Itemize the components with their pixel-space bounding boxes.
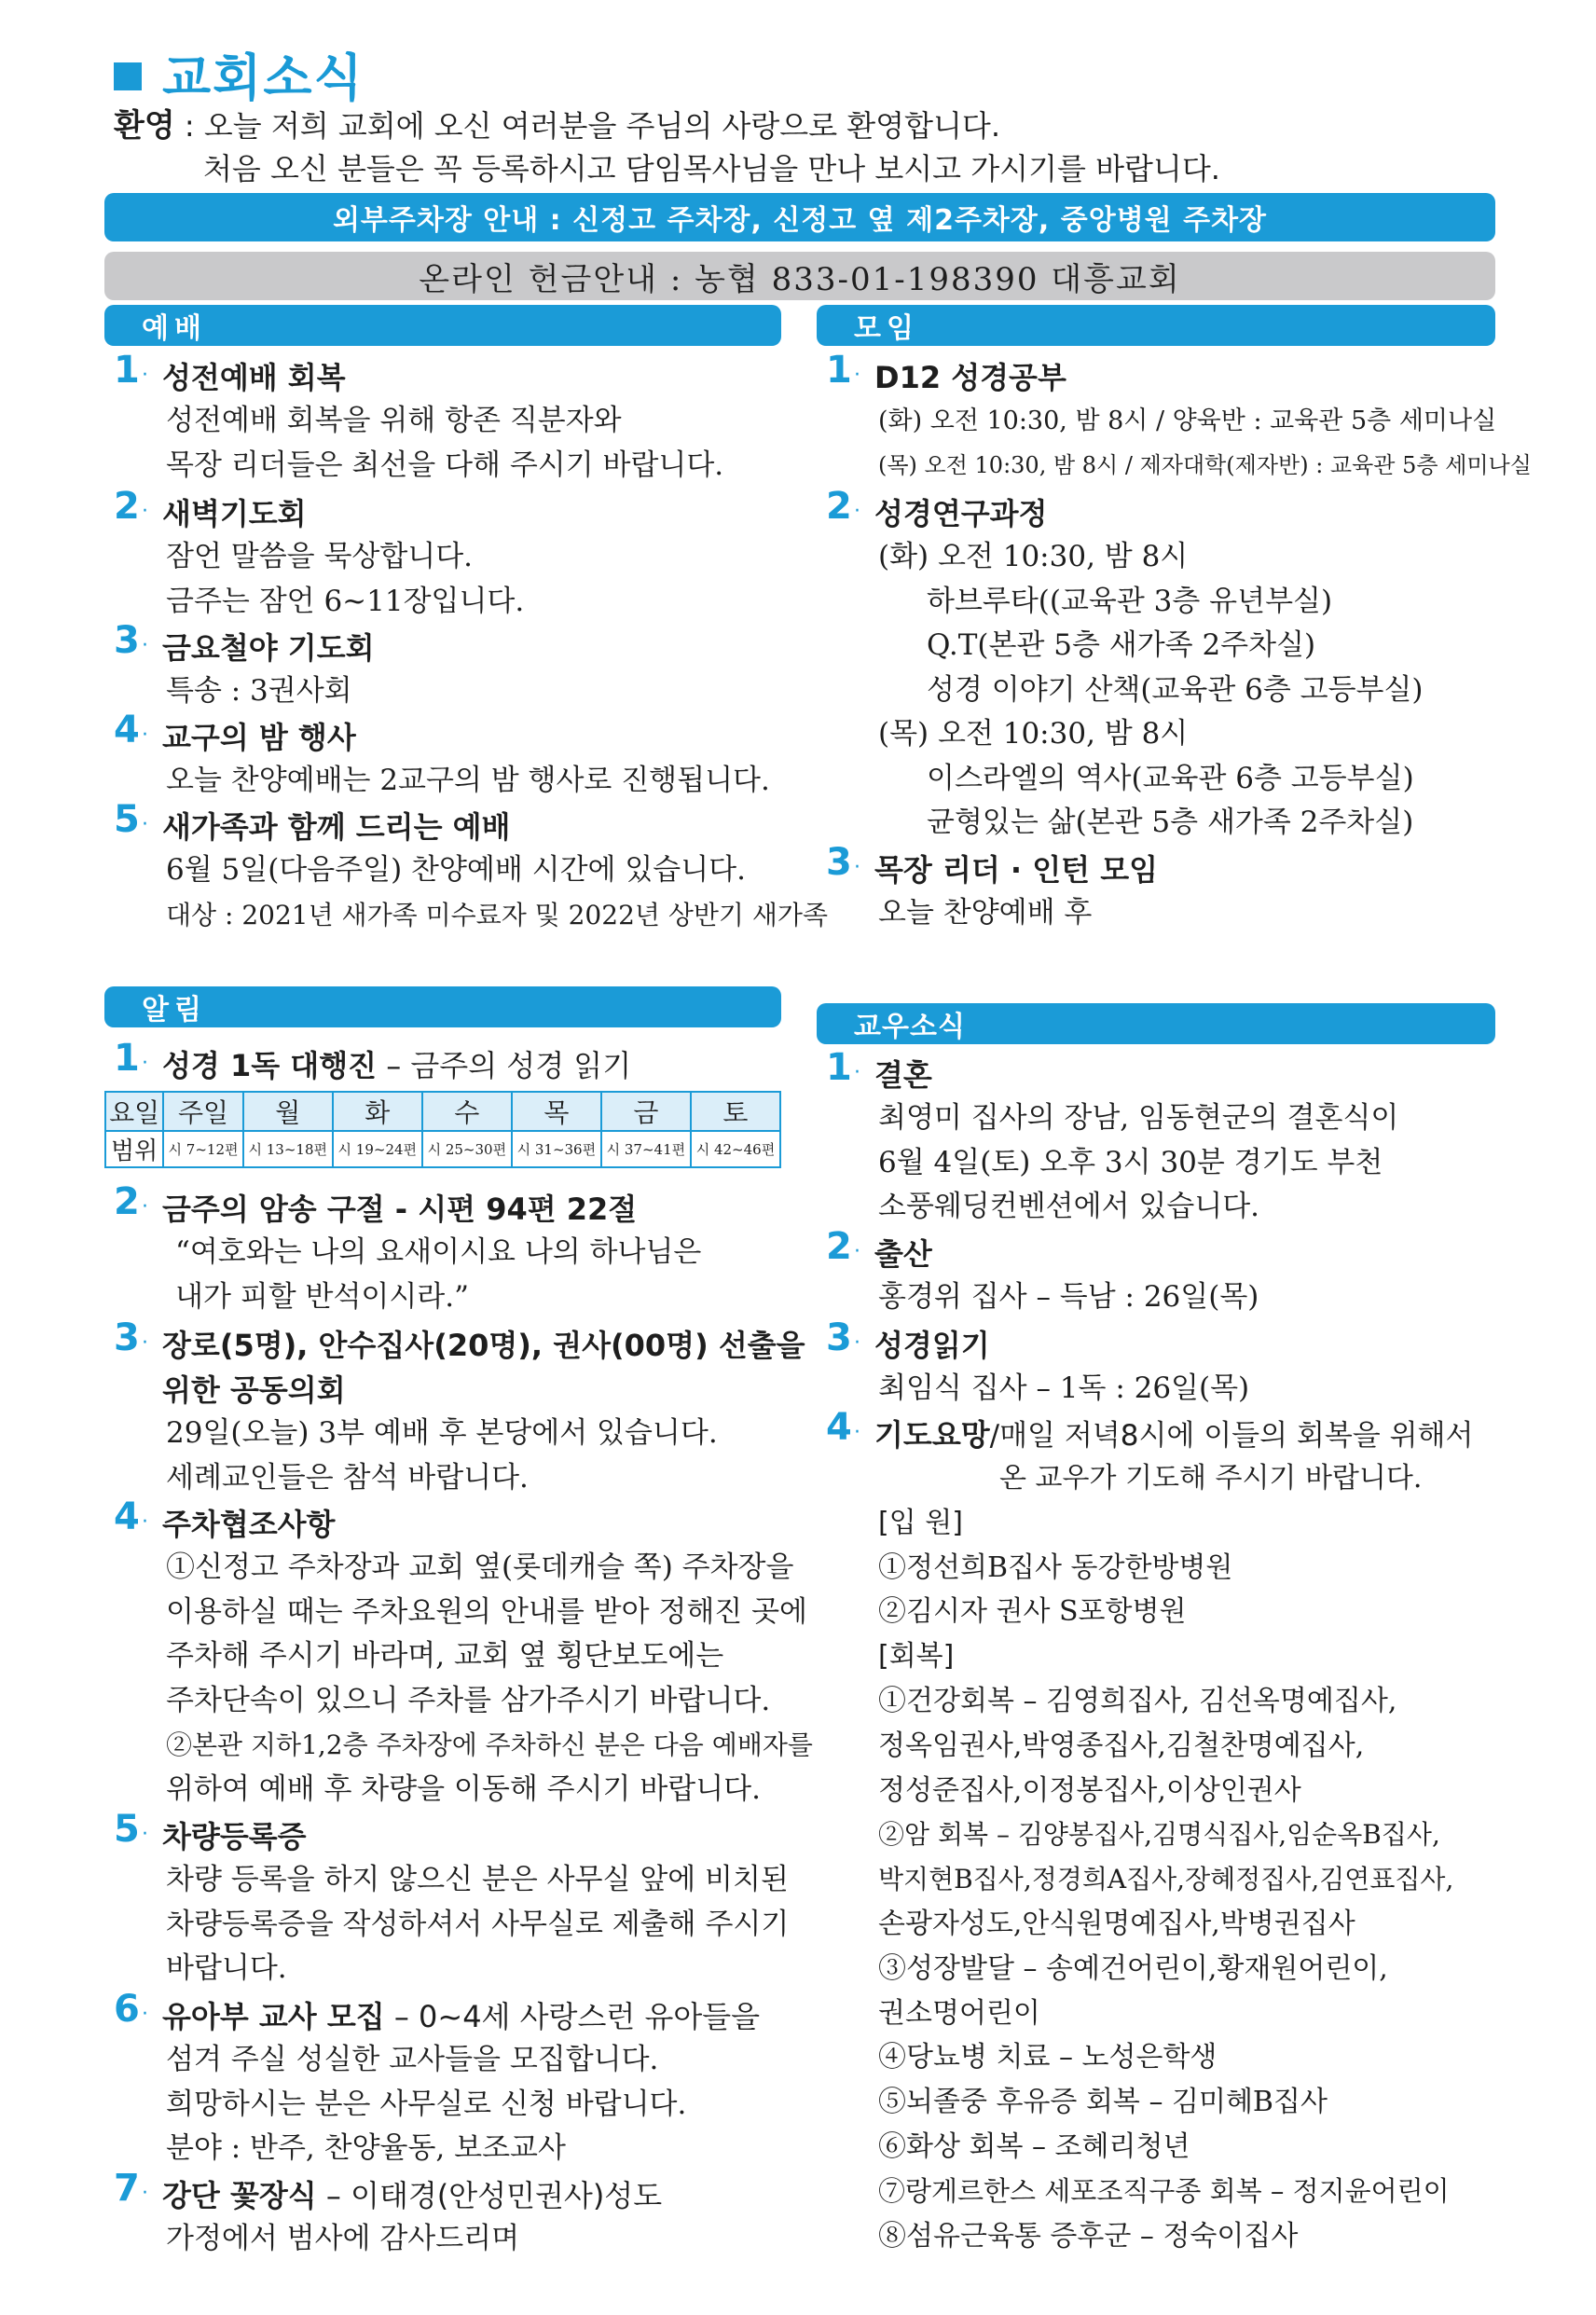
item-line: 권소명어린이 [878,1996,1040,2030]
item-title: 장로(5명), 안수집사(20명), 권사(00명) 선출을 [162,1328,805,1363]
item-dot: · [142,1510,148,1534]
item-title-line-2: 위한 공동의회 [162,1372,346,1408]
parking-info-bar: 외부주차장 안내 : 신정고 주차장, 신정고 옆 제2주차장, 중앙병원 주차장 [104,193,1495,241]
welcome-message [114,104,1493,190]
table-cell: 시 37~41편 [601,1131,691,1167]
item-line: 소풍웨딩컨벤션에서 있습니다. [878,1190,1260,1223]
item-dot: · [142,723,148,747]
item-number: 1 [826,1046,852,1089]
item-line: 특송 : 3권사회 [166,674,352,708]
table-cell: 시 31~36편 [512,1131,601,1167]
item-number: 2 [826,485,852,528]
item-title: 차량등록증 [162,1819,307,1854]
item-line: 차량 등록을 하지 않으신 분은 사무실 앞에 비치된 [166,1863,789,1896]
item-number: 3 [114,619,140,662]
item-dot: · [854,1331,860,1355]
item-line: (목) 오전 10:30, 밤 8시 [878,717,1189,751]
item-title: 결혼 [874,1057,932,1093]
table-row [105,1131,780,1167]
item-line: 내가 피할 반석이시라.” [175,1279,469,1314]
item-title: 목장 리더 · 인턴 모임 [874,852,1159,888]
item-line: 차량등록증을 작성하셔서 사무실로 제출해 주시기 [166,1907,790,1941]
item-line: 오늘 찬양예배는 2교구의 밤 행사로 진행됩니다. [166,764,770,797]
item-number: 3 [826,1316,852,1359]
item-line: 희망하시는 분은 사무실로 신청 바랍니다. [166,2087,687,2121]
item-line: (화) 오전 10:30, 밤 8시 [878,540,1189,573]
item-line: 주차해 주시기 바라며, 교회 옆 횡단보도에는 [166,1639,724,1673]
item-title: 성경읽기 [874,1328,990,1363]
welcome-label: 환영 [114,107,175,145]
welcome-line-2: 처음 오신 분들은 꼭 등록하시고 담임목사님을 만나 보시고 가시기를 바랍니다. [203,151,1220,186]
item-title: 새가족과 함께 드리는 예배 [162,809,511,845]
welcome-line-1: : 오늘 저희 교회에 오신 여러분을 주님의 사랑으로 환영합니다. [174,108,1001,144]
item-line: 대상 : 2021년 새가족 미수료자 및 2022년 상반기 새가족 [166,899,829,930]
section-header-notice: 알림 [104,986,781,1027]
table-cell: 시 42~46편 [691,1131,780,1167]
item-line: 분야 : 반주, 찬양율동, 보조교사 [166,2131,566,2165]
item-dot: · [854,1240,860,1263]
item-number: 1 [114,349,140,392]
item-title: 성전예배 회복 [162,360,346,395]
item-title: 성경연구과정 [874,496,1048,531]
item-title-sub: /매일 저녁8시에 이들의 회복을 위해서 [989,1419,1474,1453]
item-line: 정옥임권사,박영종집사,김철찬명예집사, [878,1729,1365,1762]
bible-reading-table [104,1091,781,1168]
item-line: 정성준집사,이정봉집사,이상인권사 [878,1773,1301,1807]
item-line: 박지현B집사,정경희A집사,장혜정집사,김연표집사, [878,1864,1454,1895]
item-line: [입 원] [878,1506,963,1539]
item-line: ④당뇨병 치료 – 노성은학생 [878,2041,1218,2074]
item-line: 6월 5일(다음주일) 찬양예배 시간에 있습니다. [166,853,746,887]
table-cell: 수 [422,1092,512,1131]
table-cell: 범위 [105,1131,163,1167]
item-title: 새벽기도회 [162,496,307,531]
item-dot: · [142,813,148,836]
item-line: 하브루타((교육관 3층 유년부실) [927,584,1333,618]
section-header-meeting: 모임 [817,305,1495,346]
item-line: 6월 4일(토) 오후 3시 30분 경기도 부천 [878,1145,1383,1179]
item-line: 금주는 잠언 6~11장입니다. [166,584,525,618]
item-line: 목장 리더들은 최선을 다해 주시기 바랍니다. [166,448,724,482]
item-dot: · [142,1823,148,1846]
item-line: ①건강회복 – 김영희집사, 김선옥명예집사, [878,1684,1397,1717]
item-number: 3 [114,1316,140,1359]
item-dot: · [142,1331,148,1355]
item-line: 온 교우가 기도해 주시기 바랍니다. [999,1462,1423,1495]
item-dot: · [142,500,148,523]
item-number: 7 [114,2167,140,2210]
item-dot: · [142,2003,148,2026]
item-line: 손광자성도,안식원명예집사,박병권집사 [878,1907,1355,1940]
table-cell: 목 [512,1092,601,1131]
item-line: 가정에서 범사에 감사드리며 [166,2222,520,2255]
item-title-main: 유아부 교사 모집 [162,1999,385,2034]
item-line: 바랍니다. [166,1951,287,1985]
item-dot: · [854,1421,860,1444]
page-title-text: 교회소식 [162,48,365,107]
table-row [105,1092,780,1131]
item-line: ⑤뇌졸중 후유증 회복 – 김미혜B집사 [878,2086,1328,2119]
table-cell: 시 25~30편 [422,1131,512,1167]
item-number: 5 [114,1808,140,1851]
item-dot: · [854,500,860,523]
table-cell: 시 19~24편 [333,1131,422,1167]
item-title-main: 성경 1독 대행진 [162,1048,378,1083]
item-title-sub: – 이태경(안성민권사)성도 [316,2178,663,2213]
item-line: 위하여 예배 후 차량을 이동해 주시기 바랍니다. [166,1771,761,1806]
item-line: 이용하실 때는 주차요원의 안내를 받아 정해진 곳에 [166,1594,807,1629]
item-line: 최영미 집사의 장남, 임동현군의 결혼식이 [878,1101,1399,1135]
item-line: 성전예배 회복을 위해 항존 직분자와 [166,404,622,437]
item-title-sub: – 0~4세 사랑스런 유아들을 [384,1999,761,2034]
square-bullet-icon [114,62,142,90]
item-line: ②김시자 권사 S포항병원 [878,1595,1187,1629]
item-dot: · [142,1195,148,1219]
item-line: ⑦랑게르한스 세포조직구종 회복 – 정지윤어린이 [878,2174,1450,2207]
item-title: 주차협조사항 [162,1507,336,1542]
item-dot: · [854,364,860,387]
table-cell: 금 [601,1092,691,1131]
item-title-sub: – 금주의 성경 읽기 [377,1048,632,1083]
table-cell: 화 [333,1092,422,1131]
item-line: ②본관 지하1,2층 주차장에 주차하신 분은 다음 예배자를 [166,1729,813,1760]
item-dot: · [142,364,148,387]
item-line: ①정선희B집사 동강한방병원 [878,1550,1233,1584]
item-line: “여호와는 나의 요새이시요 나의 하나님은 [175,1235,702,1269]
item-number: 3 [826,841,852,884]
item-line: 최임식 집사 – 1독 : 26일(목) [878,1371,1250,1405]
item-line: 세례교인들은 참석 바랍니다. [166,1460,529,1495]
item-line: ②암 회복 – 김양봉집사,김명식집사,임순옥B집사, [878,1819,1440,1851]
item-number: 4 [826,1406,852,1449]
page-title [114,41,365,106]
item-line: 이스라엘의 역사(교육관 6층 고등부실) [927,761,1414,795]
item-title: 교구의 밤 행사 [162,720,356,755]
item-dot: · [142,2182,148,2205]
item-dot: · [142,1052,148,1075]
item-line: (화) 오전 10:30, 밤 8시 / 양육반 : 교육관 5층 세미나실 [878,407,1497,435]
item-line: Q.T(본관 5층 새가족 2주차실) [927,628,1316,662]
item-line: ⑥화상 회복 – 조혜리청년 [878,2129,1190,2163]
item-line: 섬겨 주실 성실한 교사들을 모집합니다. [166,2043,659,2076]
table-cell: 주일 [163,1092,242,1131]
item-number: 1 [114,1037,140,1080]
section-header-members: 교우소식 [817,1003,1495,1044]
item-line: 29일(오늘) 3부 예배 후 본당에서 있습니다. [166,1416,718,1450]
item-line: 오늘 찬양예배 후 [878,896,1093,930]
item-line: [회복] [878,1640,955,1674]
item-line: ⑧섬유근육통 증후군 – 정숙이집사 [878,2219,1299,2253]
section-header-worship: 예배 [104,305,781,346]
item-number: 2 [826,1225,852,1268]
item-line: 균형있는 삶(본관 5층 새가족 2주차실) [927,806,1414,839]
item-title: 금주의 암송 구절 - 시편 94편 22절 [162,1192,638,1227]
item-title [162,1042,631,1085]
item-number: 2 [114,485,140,528]
item-line: (목) 오전 10:30, 밤 8시 / 제자대학(제자반) : 교육관 5층 세미나실 [878,451,1532,478]
table-cell: 시 13~18편 [243,1131,333,1167]
item-title [162,2172,662,2215]
item-title-main: 기도요망 [874,1417,990,1453]
item-title-main: 강단 꽃장식 [162,2178,317,2213]
item-line: 주차단속이 있으니 주차를 삼가주시기 바랍니다. [166,1683,771,1717]
table-cell: 월 [243,1092,333,1131]
item-title: 금요철야 기도회 [162,630,375,666]
item-dot: · [854,1061,860,1084]
item-dot: · [854,856,860,879]
item-line: 잠언 말씀을 묵상합니다. [166,540,474,573]
item-title: D12 성경공부 [874,360,1066,395]
item-line: ①신정고 주차장과 교회 옆(롯데캐슬 쪽) 주차장을 [166,1550,794,1584]
item-number: 4 [114,1495,140,1538]
item-number: 1 [826,349,852,392]
item-dot: · [142,634,148,657]
item-number: 5 [114,798,140,841]
table-cell: 요일 [105,1092,163,1131]
item-number: 4 [114,709,140,751]
item-line: 홍경위 집사 – 득남 : 26일(목) [878,1280,1259,1314]
table-cell: 토 [691,1092,780,1131]
item-title [874,1412,1473,1454]
table-cell: 시 7~12편 [163,1131,242,1167]
item-number: 2 [114,1180,140,1223]
item-title: 출산 [874,1236,932,1272]
item-line: 성경 이야기 산책(교육관 6층 고등부실) [927,672,1424,707]
item-number: 6 [114,1988,140,2031]
item-line: ③성장발달 – 송예건어린이,황재원어린이, [878,1951,1388,1985]
offering-info-bar: 온라인 헌금안내 : 농협 833-01-198390 대흥교회 [104,252,1495,300]
item-title [162,1993,760,2036]
